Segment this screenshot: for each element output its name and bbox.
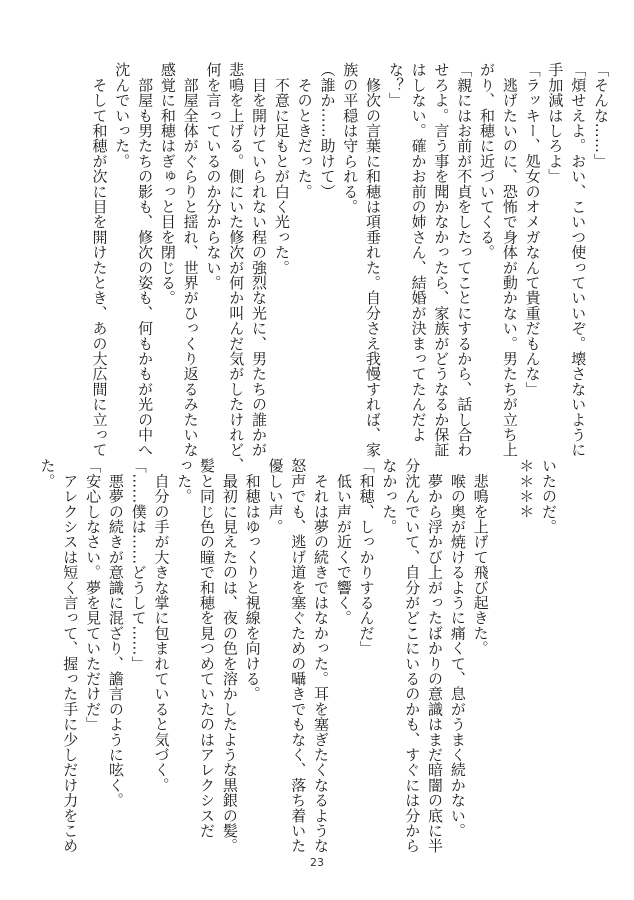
- text-line: なかった。: [380, 458, 399, 534]
- text-line: な？」: [386, 62, 405, 108]
- text-line: 「ラッキー、処女のオメガなんて貴重だもんな」: [523, 62, 542, 397]
- text-line: 「安心しなさい。夢を見ていただけだ」: [84, 458, 103, 732]
- text-line: 分沈んでいて、自分がどこにいるのかも、すぐには分から: [403, 458, 422, 854]
- text-line: 「……僕は……どうして……」: [129, 458, 148, 671]
- text-line: 喉の奥が焼けるように痛くて、息がうまく続かない。: [448, 458, 467, 838]
- text-line: 優しい声。: [266, 458, 285, 534]
- lower-text-block: [36, 458, 560, 854]
- text-line: 「和穂、しっかりするんだ」: [357, 458, 376, 656]
- text-line: アレクシスは短く言って、握った手に少しだけ力をこめ: [61, 458, 80, 854]
- text-line: ＊＊＊＊: [517, 458, 536, 519]
- text-line: 手加減はしろよ」: [546, 62, 565, 184]
- text-line: そして和穂が次に目を開けたとき、あの大広間に立って: [90, 62, 109, 458]
- text-line: 和穂はゆっくりと視線を向ける。: [243, 458, 262, 702]
- text-line: 悪夢の続きが意識に混ざり、譫言のように呟く。: [106, 458, 125, 808]
- text-line: 低い声が近くで響く。: [334, 458, 353, 626]
- text-line: 部屋全体がぐらりと揺れ、世界がひっくり返るみたいな: [181, 62, 200, 458]
- text-line: （誰か……助けて）: [318, 62, 337, 199]
- text-line: 目を開けていられない程の強烈な光に、男たちの誰かが: [250, 62, 269, 458]
- text-line: 逃げたいのに、恐怖で身体が動かない。男たちが立ち上: [500, 62, 519, 458]
- text-line: いたのだ。: [540, 458, 558, 534]
- text-line: そのときだった。: [295, 62, 314, 199]
- text-line: 「親にはお前が不貞をしたってことにするから、話し合わ: [455, 62, 474, 458]
- text-line: 髪と同じ色の瞳で和穂を見つめていたのはアレクシスだ: [198, 458, 217, 838]
- text-line: 何を言っているのか分からない。: [204, 62, 223, 290]
- text-line: 部屋も男たちの影も、修次の姿も、何もかもが光の中へ: [136, 62, 155, 458]
- text-line: 沈んでいった。: [113, 62, 132, 169]
- text-line: [492, 458, 515, 848]
- text-line: せろよ。言う事を聞かなかったら、家族がどうなるか保証: [432, 62, 451, 458]
- text-line: った。: [175, 458, 194, 504]
- text-line: 不意に足もとが白く光った。: [272, 62, 291, 275]
- text-line: 悲鳴を上げて飛び起きた。: [471, 458, 490, 656]
- text-line: た。: [38, 458, 57, 489]
- text-line: 最初に見えたのは、夜の色を溶かしたような黒銀の髪。: [220, 458, 239, 854]
- text-line: 感覚に和穂はぎゅっと目を閉じる。: [158, 62, 177, 306]
- text-line: 「煩せえよ。おい、こいつ使っていいぞ。壊さないように: [569, 62, 588, 458]
- upper-text-block: [88, 62, 612, 473]
- text-line: 族の平穏は守られる。: [341, 62, 360, 214]
- text-line: 夢から浮かび上がったばかりの意識はまだ暗闇の底に半: [426, 458, 445, 854]
- text-line: はしない。確かお前の姉さん、結婚が決まってたんだよ: [409, 62, 428, 442]
- text-line: それは夢の続きではなかった。耳を塞ぎたくなるような: [312, 458, 331, 854]
- text-line: 自分の手が大きな掌に包まれていると気づく。: [152, 458, 171, 793]
- text-line: 修次の言葉に和穂は項垂れた。自分さえ我慢すれば、家: [364, 62, 383, 458]
- text-line: 「そんな……」: [592, 62, 610, 169]
- page-number: 23: [310, 856, 324, 869]
- text-line: 怒声でも、逃げ道を塞ぐための囁きでもなく、落ち着いた: [289, 458, 308, 854]
- text-line: 悲鳴を上げる。側にいた修次が何か叫んだ気がしたけれど、: [227, 62, 246, 473]
- text-line: がり、和穂に近づいてくる。: [478, 62, 497, 260]
